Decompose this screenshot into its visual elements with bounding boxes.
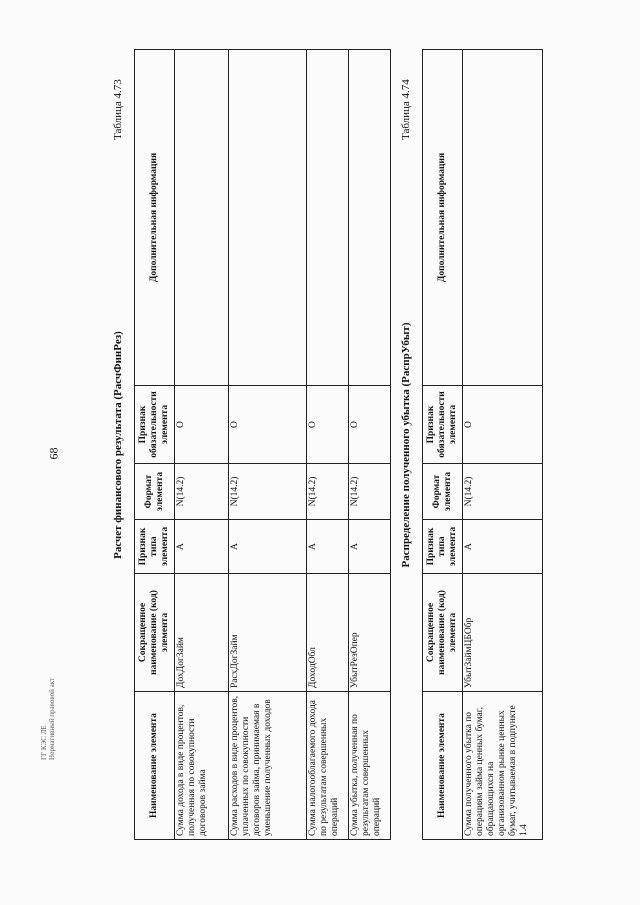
cell: N(14.2) <box>349 464 391 520</box>
page-number: 68 <box>46 447 61 460</box>
header-cell: Наименование элемента <box>135 692 175 840</box>
data-table <box>134 49 391 840</box>
cell: О <box>229 386 307 464</box>
table-label: Таблица 4.74 <box>400 79 412 140</box>
cell: УбытРезОпер <box>349 574 391 692</box>
cell <box>463 50 543 386</box>
footnote <box>40 678 57 760</box>
cell: Сумма убытка, полученная по результатам совершенных операций <box>349 692 391 840</box>
table-row <box>307 50 349 840</box>
header-cell: Дополнительная информация <box>423 50 463 386</box>
header-cell: Сокращенное наименование (код) элемента <box>423 574 463 692</box>
cell: О <box>307 386 349 464</box>
table-header-row <box>423 50 463 840</box>
table-row <box>463 50 543 840</box>
cell: О <box>349 386 391 464</box>
cell: N(14.2) <box>307 464 349 520</box>
table-caption: Расчет финансового результата (РасчФинРез) <box>112 331 124 559</box>
cell: О <box>175 386 229 464</box>
cell: N(14.2) <box>175 464 229 520</box>
data-table <box>422 49 543 840</box>
cell: А <box>175 520 229 574</box>
footnote-line: ГГ КЭС ЛЕ <box>40 725 48 760</box>
footnote-line: Нормативный правовой акт <box>48 677 57 760</box>
cell: А <box>229 520 307 574</box>
header-cell: Формат элемента <box>135 464 175 520</box>
cell: А <box>307 520 349 574</box>
header-cell: Признак типа элемента <box>135 520 175 574</box>
header-cell: Наименование элемента <box>423 692 463 840</box>
cell: ДохДогЗайм <box>175 574 229 692</box>
cell: Сумма полученного убытка по операциям займа ценных бумаг, обращающихся на организованном рынке ценных бумаг, учитываемая в подпункте 1.4 <box>463 692 543 840</box>
cell <box>229 50 307 386</box>
cell: Сумма налогооблагаемого дохода по результатам совершенных операций <box>307 692 349 840</box>
header-cell: Дополнительная информация <box>135 50 175 386</box>
header-cell: Сокращенное наименование (код) элемента <box>135 574 175 692</box>
cell: Сумма дохода в виде процентов, полученная по совокупности договоров займа <box>175 692 229 840</box>
header-cell: Признак обязательности элемента <box>135 386 175 464</box>
table-row <box>175 50 229 840</box>
table-label: Таблица 4.73 <box>112 79 124 140</box>
cell: N(14.2) <box>463 464 543 520</box>
cell: А <box>349 520 391 574</box>
cell: РасхДогЗайм <box>229 574 307 692</box>
cell: А <box>463 520 543 574</box>
cell: О <box>463 386 543 464</box>
table-caption: Распределение полученного убытка (РаспрУбыт) <box>400 322 412 568</box>
header-cell: Формат элемента <box>423 464 463 520</box>
header-cell: Признак обязательности элемента <box>423 386 463 464</box>
table-row <box>349 50 391 840</box>
cell: ДоходОбл <box>307 574 349 692</box>
table-header-row <box>135 50 175 840</box>
table-row <box>229 50 307 840</box>
cell: Сумма расходов в виде процентов, уплаченных по совокупности договоров займа, принимаемая в уменьшение полученных доходов <box>229 692 307 840</box>
cell <box>349 50 391 386</box>
cell <box>307 50 349 386</box>
cell: N(14.2) <box>229 464 307 520</box>
cell: УбытЗаймЦБОбр <box>463 574 543 692</box>
cell <box>175 50 229 386</box>
header-cell: Признак типа элемента <box>423 520 463 574</box>
